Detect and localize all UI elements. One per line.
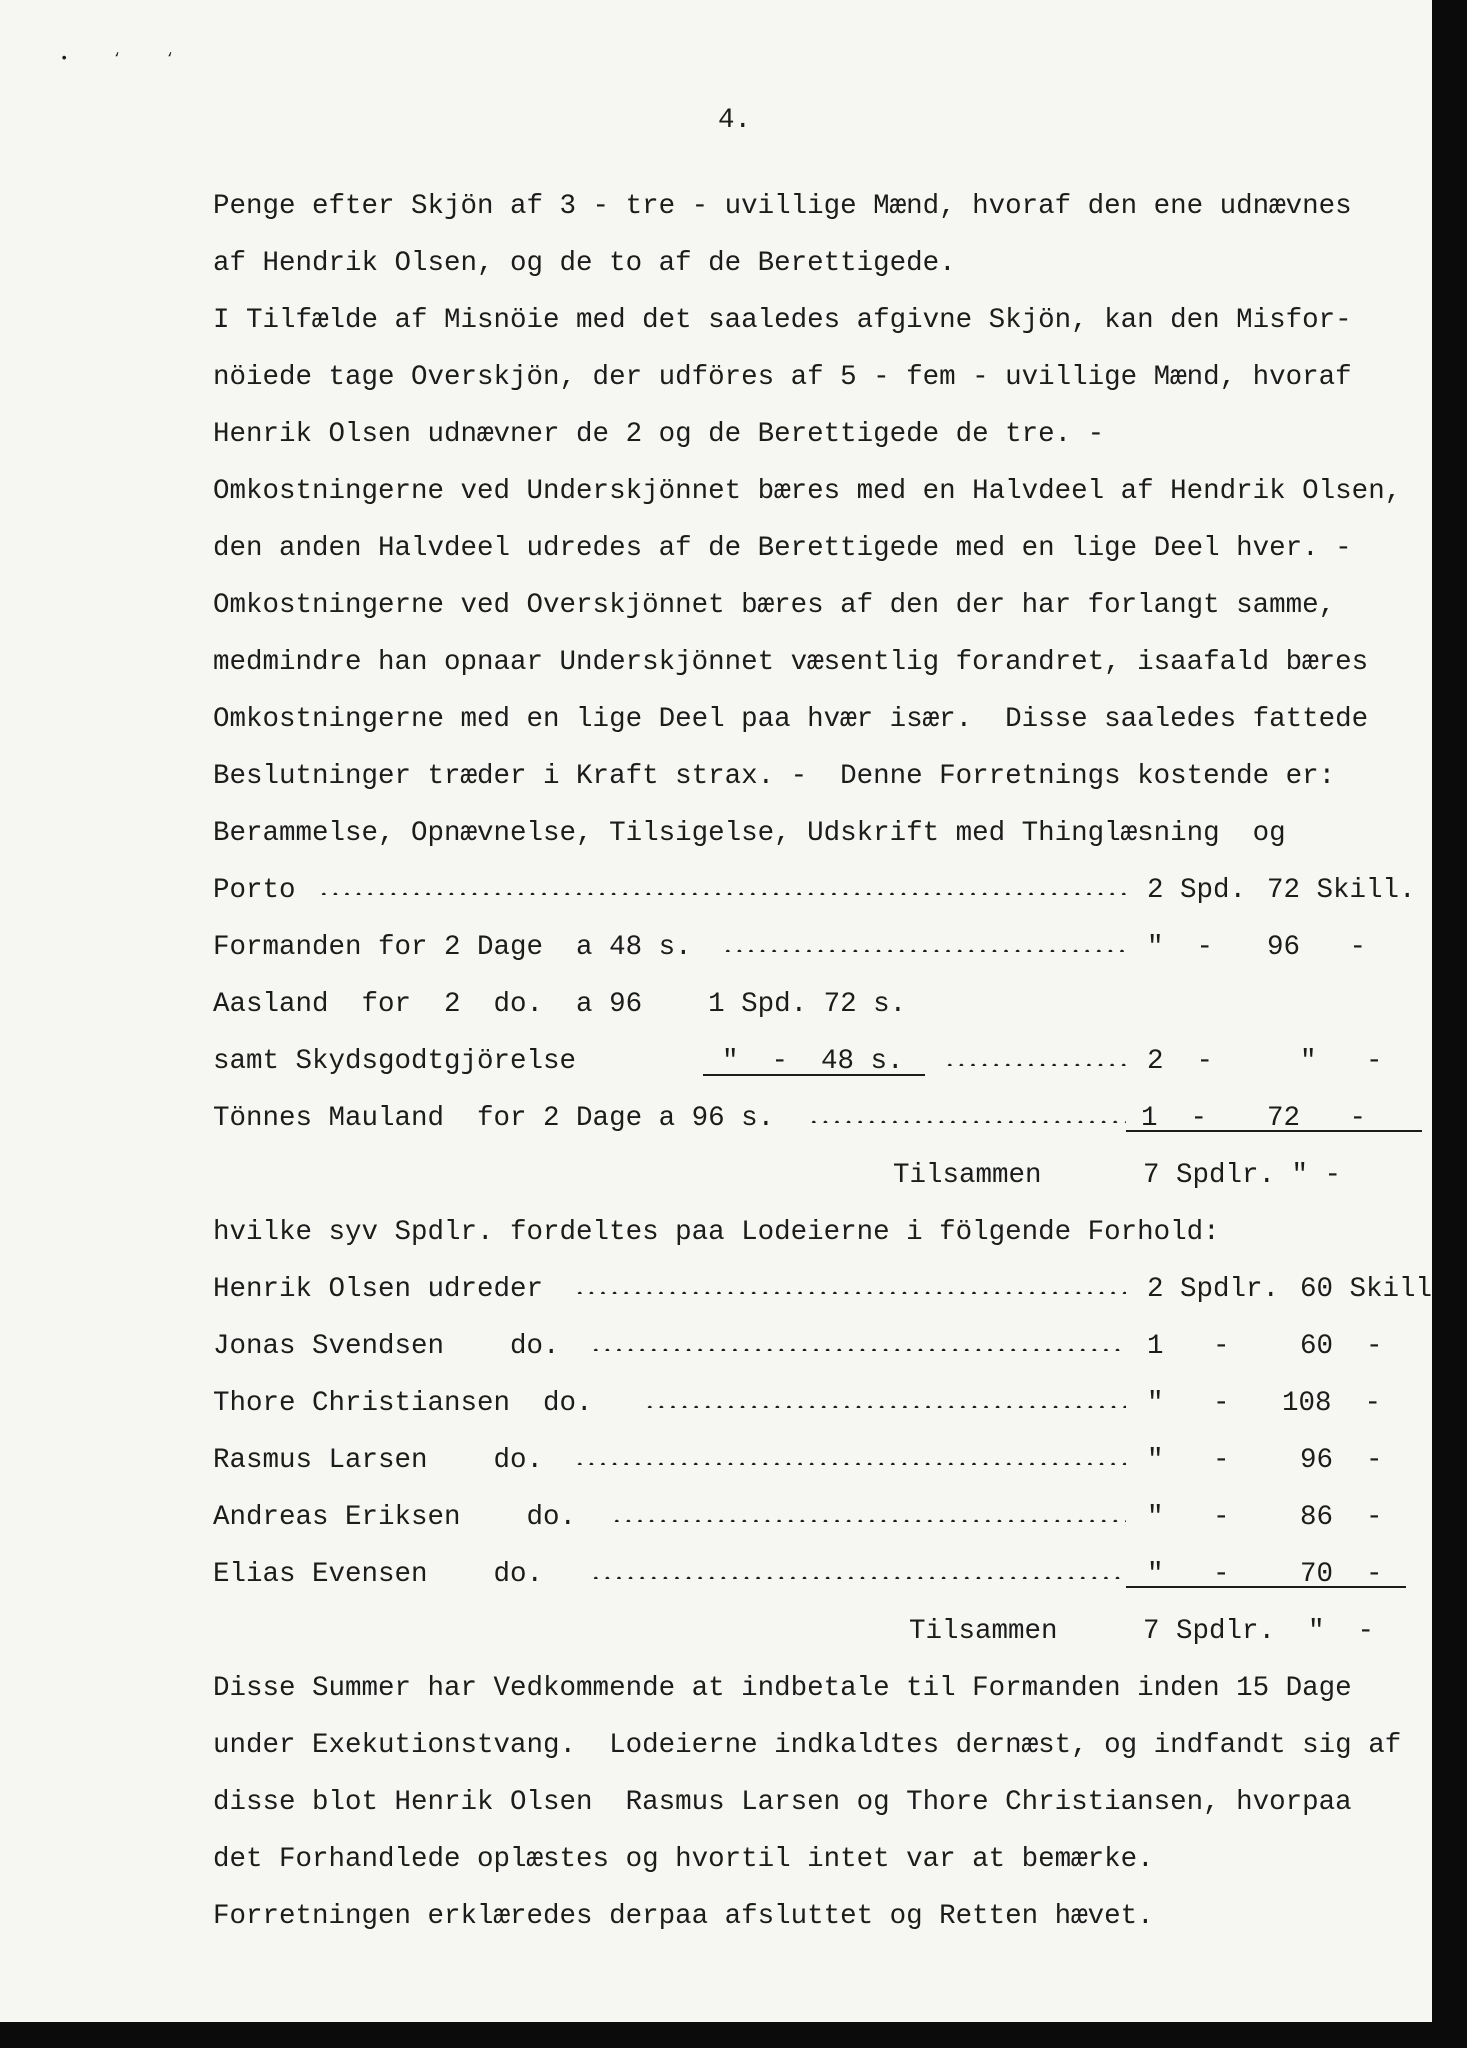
- body-line: Henrik Olsen udnævner de 2 og de Berettigede de tre. -: [213, 419, 1105, 450]
- closing-line: disse blot Henrik Olsen Rasmus Larsen og Thore Christiansen, hvorpaa: [213, 1787, 1352, 1818]
- leader-dots: [590, 1576, 1126, 1579]
- body-line: af Hendrik Olsen, og de to af de Berettigede.: [213, 248, 956, 279]
- cost-skill: 96 -: [1267, 932, 1367, 963]
- distribution-name: Elias Evensen do.: [213, 1559, 544, 1590]
- distribution-skill: 96 -: [1300, 1445, 1383, 1476]
- distribution-spd: " -: [1147, 1445, 1230, 1476]
- cost-skill: 72 -: [1267, 1103, 1367, 1134]
- leader-dots: [944, 1063, 1126, 1066]
- leader-dots: [808, 1120, 1126, 1123]
- distribution-skill: 60 Skill: [1300, 1274, 1433, 1305]
- distribution-name: Jonas Svendsen do.: [213, 1331, 560, 1362]
- cost-amount: 2 -: [1147, 1046, 1214, 1077]
- margin-marks: • ‘ ‘: [60, 51, 193, 67]
- leader-dots: [644, 1405, 1126, 1408]
- cost-label: Tönnes Mauland for 2 Dage a 96 s.: [213, 1103, 775, 1134]
- cost-total-value: 7 Spdlr. " -: [1143, 1160, 1342, 1191]
- body-line: Omkostningerne ved Overskjönnet bæres af den der har forlangt samme,: [213, 590, 1336, 621]
- body-line: Penge efter Skjön af 3 - tre - uvillige Mænd, hvoraf den ene udnævnes: [213, 191, 1352, 222]
- body-line: den anden Halvdeel udredes af de Berettigede med en lige Deel hver. -: [213, 533, 1352, 564]
- closing-line: under Exekutionstvang. Lodeierne indkaldtes dernæst, og indfandt sig af: [213, 1730, 1402, 1761]
- cost-skill: " -: [1300, 1046, 1383, 1077]
- cost-label: samt Skydsgodtgjörelse: [213, 1046, 577, 1077]
- distribution-name: Andreas Eriksen do.: [213, 1502, 577, 1533]
- leader-dots: [722, 949, 1126, 952]
- body-line: Berammelse, Opnævnelse, Tilsigelse, Udskrift med Thinglæsning og: [213, 818, 1286, 849]
- leader-dots: [574, 1462, 1126, 1465]
- page-number: 4.: [718, 105, 752, 136]
- closing-line: Disse Summer har Vedkommende at indbetale til Formanden inden 15 Dage: [213, 1673, 1352, 1704]
- cost-total-label: Tilsammen: [893, 1160, 1042, 1191]
- distribution-intro: hvilke syv Spdlr. fordeltes paa Lodeierne i fölgende Forhold:: [213, 1217, 1220, 1248]
- distribution-name: Rasmus Larsen do.: [213, 1445, 544, 1476]
- distribution-skill: 60 -: [1300, 1331, 1383, 1362]
- body-line: Beslutninger træder i Kraft strax. - Denne Forretnings kostende er:: [213, 761, 1336, 792]
- cost-amount: 1 -: [1141, 1103, 1208, 1134]
- leader-dots: [318, 892, 1126, 895]
- distribution-spd: " -: [1147, 1502, 1230, 1533]
- cost-amount: 2 Spd.: [1147, 875, 1247, 906]
- cost-label: Porto: [213, 875, 296, 906]
- distribution-total-value: 7 Spdlr. " -: [1143, 1616, 1375, 1647]
- distribution-spd: 2 Spdlr.: [1147, 1274, 1280, 1305]
- distribution-skill: 86 -: [1300, 1502, 1383, 1533]
- distribution-spd: " -: [1147, 1559, 1230, 1590]
- cost-skill: 72 Skill.: [1267, 875, 1416, 906]
- leader-dots: [611, 1519, 1126, 1522]
- underline: [703, 1074, 925, 1076]
- distribution-name: Thore Christiansen do.: [213, 1388, 593, 1419]
- scan-border-right: [1432, 0, 1467, 2048]
- body-line: Omkostningerne ved Underskjönnet bæres med en Halvdeel af Hendrik Olsen,: [213, 476, 1402, 507]
- underline: [1126, 1586, 1406, 1588]
- closing-line: Forretningen erklæredes derpaa afsluttet og Retten hævet.: [213, 1901, 1154, 1932]
- cost-label: Formanden for 2 Dage a 48 s.: [213, 932, 692, 963]
- leader-dots: [574, 1291, 1126, 1294]
- cost-label: Aasland for 2 do. a 96 1 Spd. 72 s.: [213, 989, 907, 1020]
- cost-subamount: " - 48 s.: [722, 1046, 904, 1077]
- body-line: nöiede tage Overskjön, der udföres af 5 - fem - uvillige Mænd, hvoraf: [213, 362, 1352, 393]
- distribution-total-label: Tilsammen: [909, 1616, 1058, 1647]
- body-line: I Tilfælde af Misnöie med det saaledes afgivne Skjön, kan den Misfor-: [213, 305, 1352, 336]
- leader-dots: [590, 1348, 1126, 1351]
- scan-border-bottom: [0, 2022, 1467, 2048]
- distribution-spd: 1 -: [1147, 1331, 1230, 1362]
- distribution-skill: 70 -: [1300, 1559, 1383, 1590]
- distribution-spd: " -: [1147, 1388, 1230, 1419]
- closing-line: det Forhandlede oplæstes og hvortil intet var at bemærke.: [213, 1844, 1154, 1875]
- distribution-name: Henrik Olsen udreder: [213, 1274, 544, 1305]
- underline: [1126, 1130, 1422, 1132]
- cost-amount: " -: [1147, 932, 1214, 963]
- body-line: medmindre han opnaar Underskjönnet væsentlig forandret, isaafald bæres: [213, 647, 1369, 678]
- body-line: Omkostningerne med en lige Deel paa hvær især. Disse saaledes fattede: [213, 704, 1369, 735]
- distribution-skill: 108 -: [1282, 1388, 1382, 1419]
